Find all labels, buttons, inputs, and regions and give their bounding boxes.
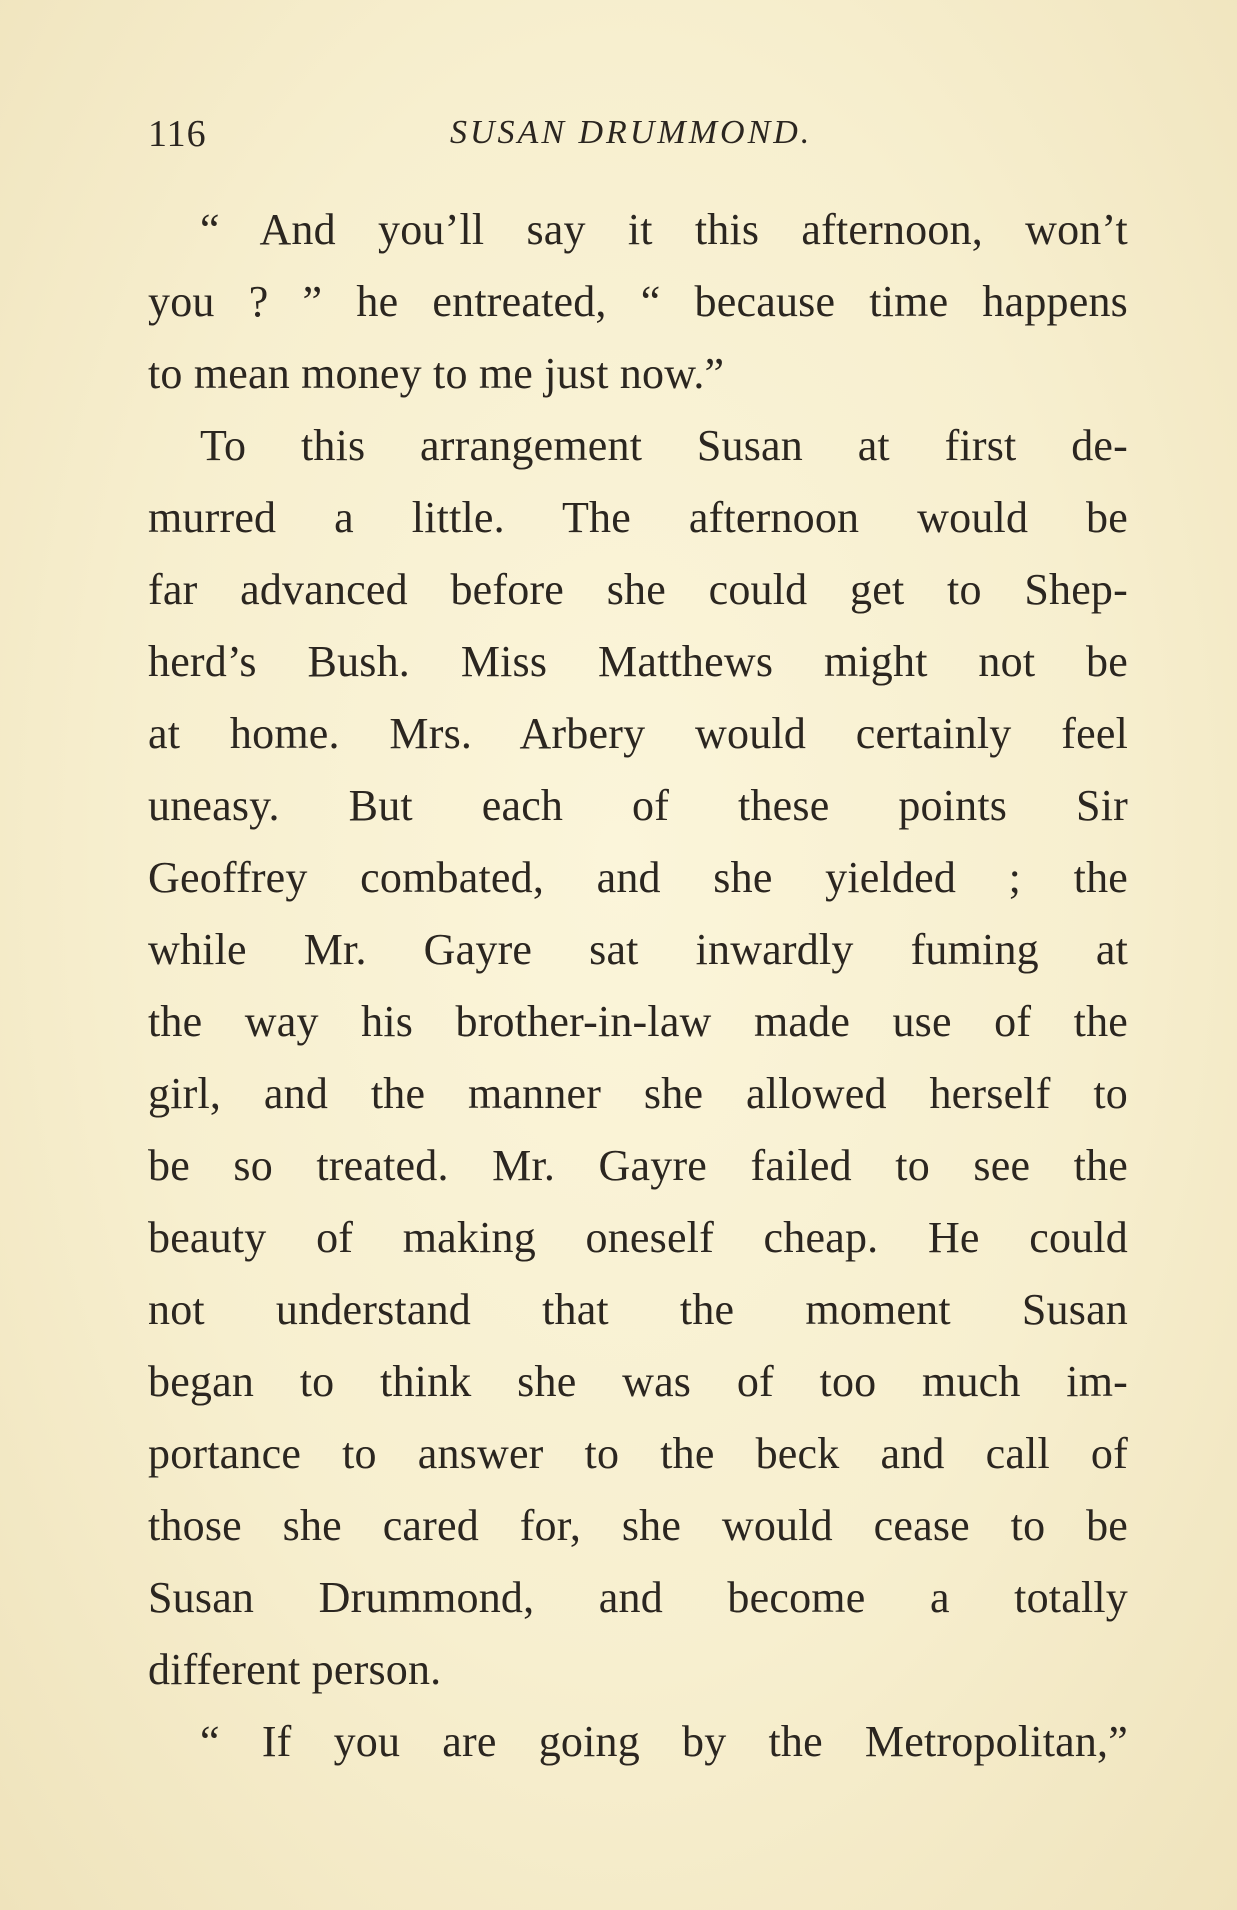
text-line: Susan Drummond, and become a totally <box>148 1573 1128 1622</box>
text-line: different person. <box>148 1645 442 1694</box>
text-line: the way his brother-in-law made use of the <box>148 997 1128 1046</box>
body-text <box>148 194 1128 1778</box>
text-line: herd’s Bush. Miss Matthews might not be <box>148 637 1128 686</box>
text-line: portance to answer to the beck and call of <box>148 1429 1128 1478</box>
text-line: far advanced before she could get to Shep- <box>148 565 1128 614</box>
page-header <box>148 112 1128 162</box>
text-line: be so treated. Mr. Gayre failed to see the <box>148 1141 1128 1190</box>
text-line: beauty of making oneself cheap. He could <box>148 1213 1128 1262</box>
text-line: girl, and the manner she allowed herself to <box>148 1069 1128 1118</box>
running-title: SUSAN DRUMMOND. <box>450 114 813 151</box>
text-line: not understand that the moment Susan <box>148 1285 1128 1334</box>
text-line: began to think she was of too much im- <box>148 1357 1128 1406</box>
text-line: Geoffrey combated, and she yielded ; the <box>148 853 1128 902</box>
text-line: to mean money to me just now.” <box>148 349 725 398</box>
page-number: 116 <box>148 113 207 155</box>
text-line: you ? ” he entreated, “ because time happens <box>148 277 1128 326</box>
text-line: while Mr. Gayre sat inwardly fuming at <box>148 925 1128 974</box>
text-line: To this arrangement Susan at first de- <box>200 421 1128 470</box>
text-line: “ And you’ll say it this afternoon, won’t <box>200 205 1128 254</box>
text-line: those she cared for, she would cease to be <box>148 1501 1128 1550</box>
text-line: uneasy. But each of these points Sir <box>148 781 1128 830</box>
text-line: “ If you are going by the Metropolitan,” <box>200 1717 1128 1766</box>
text-line: murred a little. The afternoon would be <box>148 493 1128 542</box>
text-line: at home. Mrs. Arbery would certainly feel <box>148 709 1128 758</box>
